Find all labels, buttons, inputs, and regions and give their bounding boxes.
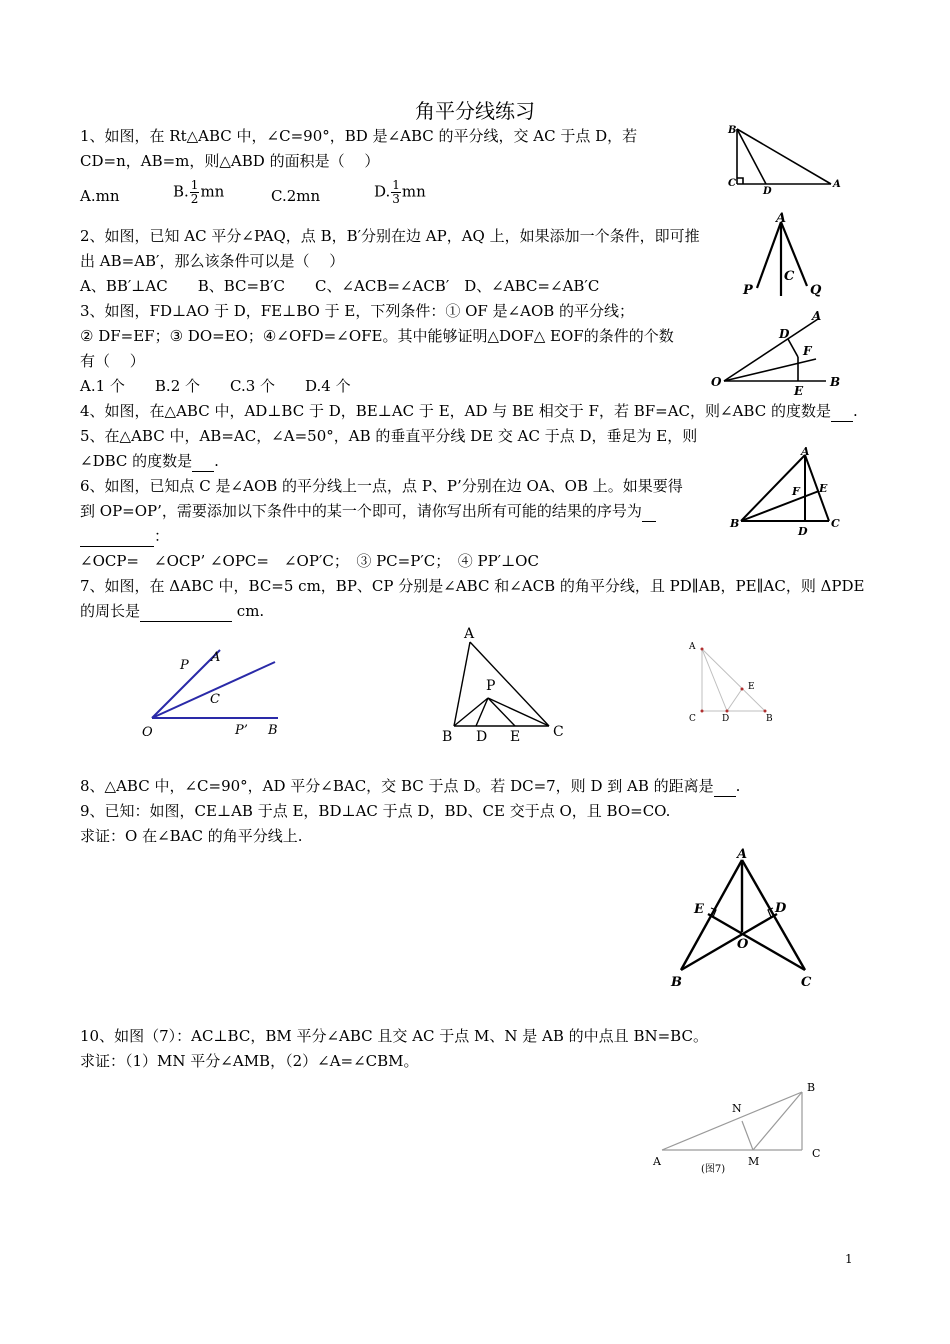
figure-q4-triangle: [726, 445, 846, 540]
fig6-label-o: O: [142, 725, 153, 740]
fig9-label-d: D: [775, 901, 787, 916]
fig2-label-q: Q: [810, 283, 822, 298]
q2-options: A、BB′⊥AC B、BC=B′C C、∠ACB=∠ACB′ D、∠ABC=∠AB′C: [80, 277, 600, 295]
figure-q8-triangle: [684, 635, 784, 730]
fig2-label-p: P: [743, 283, 753, 298]
q3-line1: 3、如图，FD⊥AO 于 D，FE⊥BO 于 E，下列条件：① OF 是∠AOB 的平分线；: [80, 302, 635, 320]
fig1-label-a: A: [833, 179, 841, 190]
q7-line1: 7、如图，在 ΔABC 中，BC=5 cm，BP、CP 分别是∠ABC 和∠ACB 的角平分线，且 PD∥AB，PE∥AC，则 ΔPDE: [80, 577, 865, 595]
fig3-label-e: E: [794, 384, 804, 398]
q6-options: ∠OCP= ∠OCP’ ∠OPC= ∠OP′C； ③ PC=P′C； ④ PP′⊥OC: [80, 552, 539, 570]
q1-line1: 1、如图，在 Rt△ABC 中，∠C=90°，BD 是∠ABC 的平分线，交 AC 于点 D，若: [80, 127, 638, 145]
fig3-label-f: F: [803, 344, 812, 358]
fig7-label-d: D: [476, 729, 488, 745]
q8-line1: 8、△ABC 中，∠C=90°，AD 平分∠BAC，交 BC 于点 D。若 DC=7，则 D 到 AB 的距离是 .: [80, 777, 741, 795]
fig4-label-d: D: [798, 525, 808, 538]
q4-line1: 4、如图，在△ABC 中，AD⊥BC 于 D，BE⊥AC 于 E，AD 与 BE 相交于 F，若 BF=AC，则∠ABC 的度数是 .: [80, 402, 858, 420]
fig7-label-c: C: [553, 724, 564, 740]
q5-line2: ∠DBC 的度数是 .: [80, 452, 219, 470]
fig7-label-a: A: [464, 626, 475, 642]
q10-line1: 10、如图（7）：AC⊥BC，BM 平分∠ABC 且交 AC 于点 M、N 是 AB 的中点且 BN=BC。: [80, 1027, 708, 1045]
q6-line2: 到 OP=OP’，需要添加以下条件中的某一个即可，请你写出所有可能的结果的序号为: [80, 501, 656, 522]
fig1-label-d: D: [763, 186, 772, 197]
fig7-label-p: P: [486, 678, 496, 694]
fig8-label-b: B: [766, 714, 773, 724]
figure-q6-angle: [135, 640, 295, 740]
fig1-label-c: C: [728, 178, 736, 189]
fig6-label-p-prime: P’: [235, 723, 248, 738]
fig10-label-n: N: [732, 1102, 742, 1115]
q5-line1: 5、在△ABC 中，AB=AC，∠A=50°，AB 的垂直平分线 DE 交 AC 于点 D，垂足为 E，则: [80, 427, 698, 445]
fig7-label-e: E: [510, 729, 521, 745]
q1-option-b: B. $\frac{1}{2}$ mn: [173, 178, 225, 206]
q6-answer-blank: ：: [80, 526, 169, 547]
fig7-label-b: B: [442, 729, 453, 745]
figure-q2-angle: [735, 208, 835, 303]
fig8-label-a: A: [689, 642, 696, 652]
fig9-label-o: O: [737, 937, 749, 952]
fig1-label-b: B: [728, 125, 737, 136]
fig2-label-a: A: [776, 211, 787, 226]
fig4-label-a: A: [801, 445, 810, 458]
fig2-label-c: C: [784, 269, 795, 284]
fig9-label-c: C: [801, 975, 812, 990]
fig6-label-b: B: [268, 723, 278, 738]
fig3-label-b: B: [830, 375, 841, 389]
fig3-label-a: A: [812, 309, 822, 323]
figure-q9-triangle: [665, 840, 825, 995]
q10-line2: 求证：（1）MN 平分∠AMB，（2）∠A=∠CBM。: [80, 1052, 419, 1070]
fig4-label-b: B: [730, 517, 740, 530]
q9-line1: 9、已知：如图，CE⊥AB 于点 E，BD⊥AC 于点 D，BD、CE 交于点 O，且 BO=CO.: [80, 802, 671, 820]
fig6-label-c: C: [210, 692, 220, 707]
q2-line2: 出 AB=AB′，那么该条件可以是（ ）: [80, 252, 345, 270]
q6-line1: 6、如图，已知点 C 是∠AOB 的平分线上一点，点 P、P’分别在边 OA、OB 上。如果要得: [80, 477, 683, 495]
page-title: 角平分线练习: [415, 99, 535, 123]
fig6-label-a: A: [211, 650, 221, 665]
q3-line2: ② DF=EF；③ DO=EO；④∠OFD=∠OFE。其中能够证明△DOF△ EOF的条件的个数: [80, 327, 674, 345]
q1-line2: CD=n，AB=m，则△ABD 的面积是（ ）: [80, 152, 380, 170]
fig4-label-f: F: [792, 485, 800, 498]
page-number: 1: [845, 1252, 853, 1266]
figure-q3-angle: [708, 305, 848, 400]
fig8-label-d: D: [722, 714, 730, 724]
fig3-label-d: D: [779, 327, 790, 341]
fig10-label-b: B: [807, 1081, 816, 1094]
fig10-caption: (图7): [701, 1164, 726, 1175]
figure-q10-triangle: [645, 1075, 835, 1180]
fig4-label-c: C: [831, 517, 840, 530]
q1-option-d: D. $\frac{1}{3}$ mn: [374, 178, 426, 206]
figure-q7-triangle: [436, 620, 576, 750]
fig9-label-b: B: [671, 975, 682, 990]
fig8-label-e: E: [748, 682, 755, 692]
fig10-label-m: M: [748, 1155, 760, 1168]
fig4-label-e: E: [819, 482, 828, 495]
figure-q1-triangle: [720, 120, 850, 195]
fig6-label-p: P: [180, 658, 189, 673]
q7-line2: 的周长是 cm.: [80, 602, 265, 620]
fig10-label-a: A: [653, 1155, 661, 1168]
q1-option-a: A.mn: [80, 187, 120, 205]
fig8-label-c: C: [689, 714, 696, 724]
q3-line3: 有（ ）: [80, 352, 145, 370]
q3-options: A.1 个 B.2 个 C.3 个 D.4 个: [80, 377, 351, 395]
fig3-label-o: O: [711, 375, 722, 389]
fig9-label-a: A: [737, 847, 748, 862]
q1-option-c: C.2mn: [271, 187, 321, 205]
q2-line1: 2、如图，已知 AC 平分∠PAQ，点 B，B′分别在边 AP，AQ 上，如果添加一个条件，即可推: [80, 227, 700, 245]
fig9-label-e: E: [694, 902, 704, 917]
fig10-label-c: C: [812, 1147, 821, 1160]
q9-line2: 求证：O 在∠BAC 的角平分线上.: [80, 827, 303, 845]
